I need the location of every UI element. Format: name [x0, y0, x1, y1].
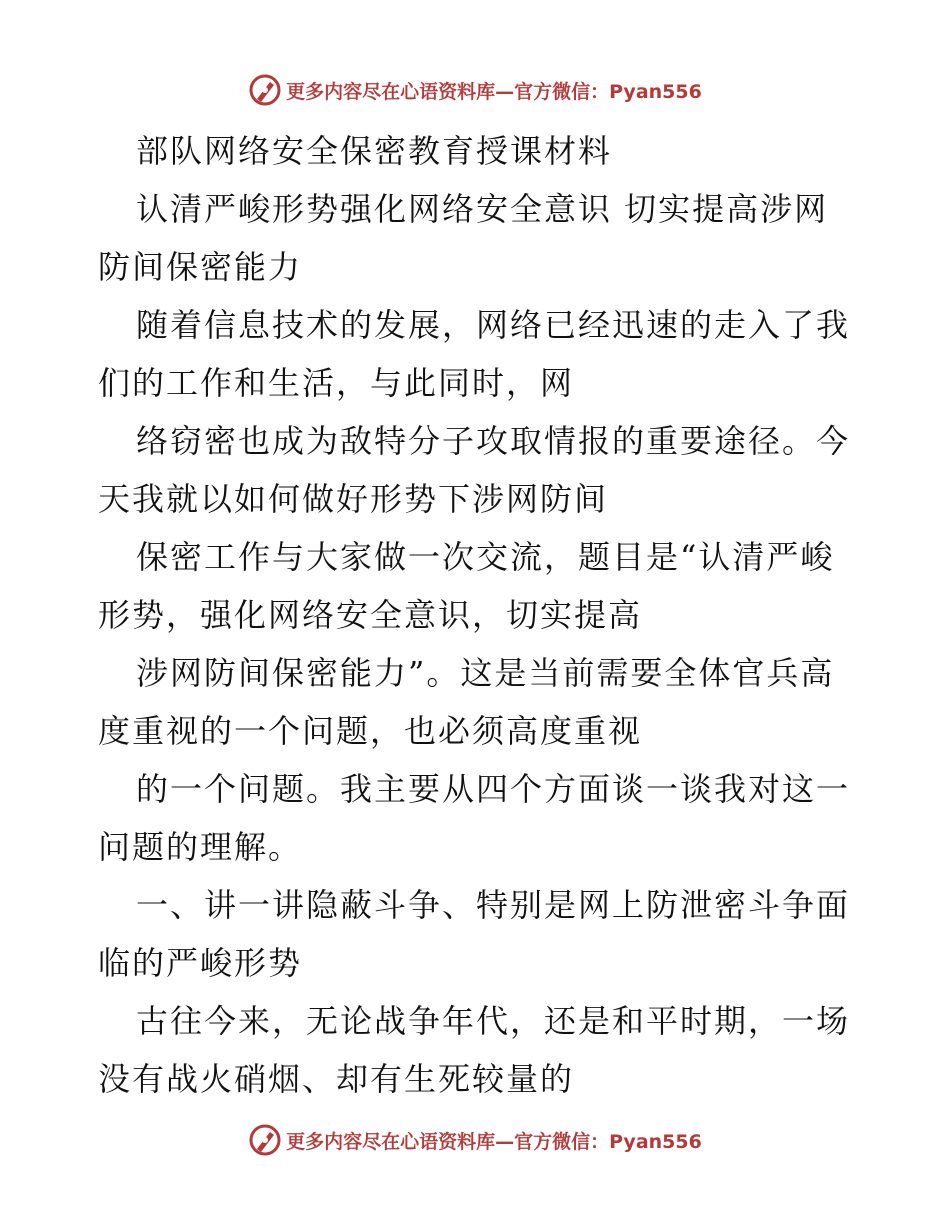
document-body [98, 122, 858, 1108]
section-heading: 一、讲一讲隐蔽斗争、特别是网上防泄密斗争面临的严峻形势 [98, 886, 851, 982]
paragraph: 络窃密也成为敌特分子攻取情报的重要途径。今天我就以如何做好形势下涉网防间 [98, 422, 851, 518]
pen-circle-logo-icon [248, 73, 282, 107]
pen-circle-logo-icon [248, 1123, 282, 1157]
paragraph: 古往今来，无论战争年代，还是和平时期，一场没有战火硝烟、却有生死较量的 [98, 1002, 851, 1098]
header-watermark [0, 70, 950, 110]
watermark-text: 更多内容尽在心语资料库—官方微信：Pyan556 [286, 80, 702, 103]
paragraph: 认清严峻形势强化网络安全意识 切实提高涉网防间保密能力 [98, 190, 829, 286]
footer-watermark [0, 1120, 950, 1160]
paragraph: 的一个问题。我主要从四个方面谈一谈我对这一问题的理解。 [98, 770, 851, 866]
paragraph: 随着信息技术的发展，网络已经迅速的走入了我们的工作和生活，与此同时，网 [98, 306, 851, 402]
document-title: 部队网络安全保密教育授课材料 [136, 132, 613, 170]
watermark-text: 更多内容尽在心语资料库—官方微信：Pyan556 [286, 1130, 702, 1153]
paragraph: 保密工作与大家做一次交流，题目是“认清严峻形势，强化网络安全意识，切实提高 [98, 538, 835, 634]
paragraph: 涉网防间保密能力”。这是当前需要全体官兵高度重视的一个问题，也必须高度重视 [98, 654, 835, 750]
